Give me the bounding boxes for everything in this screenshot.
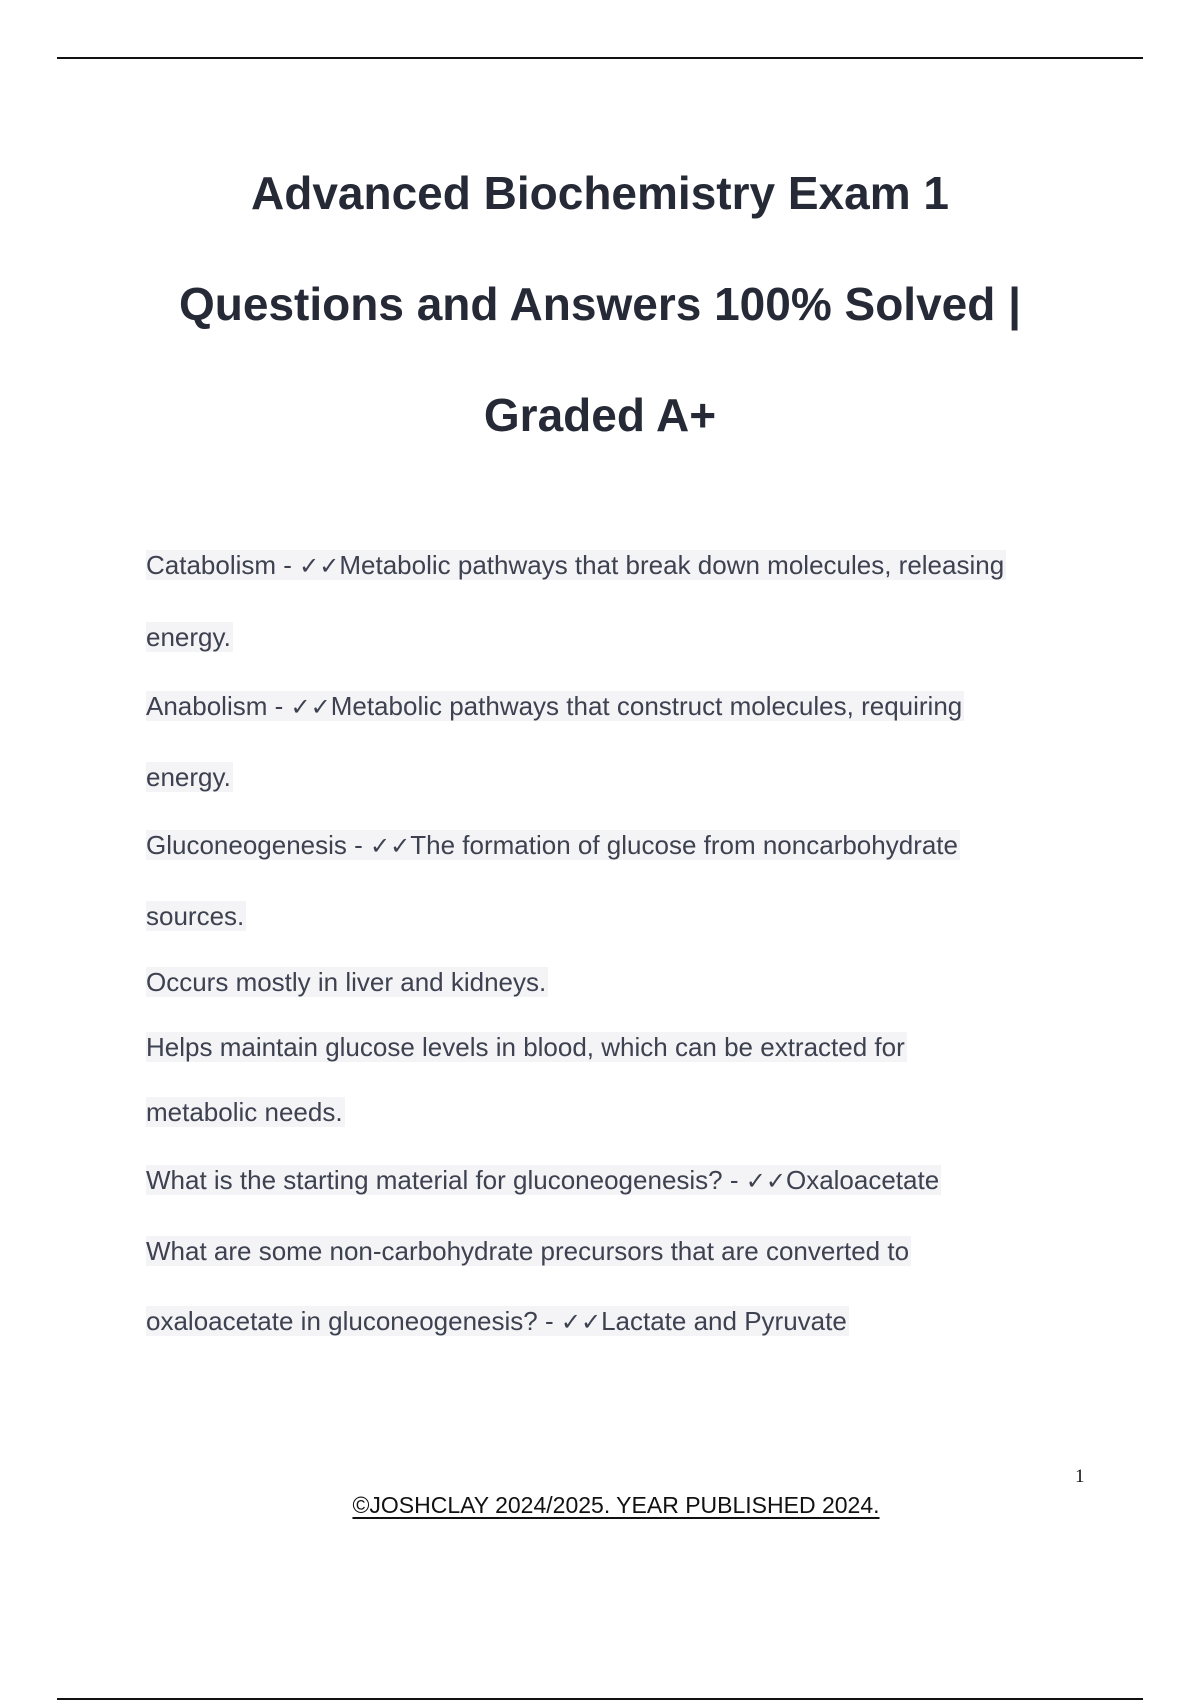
qa-text: Helps maintain glucose levels in blood, which can be extracted for <box>146 1032 905 1062</box>
qa-line <box>146 826 960 865</box>
qa-term: oxaloacetate in gluconeogenesis? - <box>146 1306 561 1336</box>
check-icon: ✓✓ <box>560 1308 602 1336</box>
qa-text: What are some non-carbohydrate precursors that are converted to <box>146 1236 910 1266</box>
qa-term: Gluconeogenesis - <box>146 830 371 860</box>
qa-text: energy. <box>146 762 231 792</box>
qa-answer: Lactate and Pyruvate <box>601 1306 847 1336</box>
check-icon: ✓✓ <box>370 832 411 860</box>
qa-line <box>146 618 233 656</box>
check-icon: ✓✓ <box>745 1167 786 1195</box>
qa-answer: Metabolic pathways that construct molecules, requiring <box>330 691 963 721</box>
footer-copyright <box>0 1492 1200 1519</box>
qa-answer: Oxaloacetate <box>785 1165 940 1195</box>
qa-text: sources. <box>146 901 245 931</box>
title-line: Graded A+ <box>483 389 717 441</box>
qa-term: Catabolism - <box>146 550 300 580</box>
qa-answer: Metabolic pathways that break down molecules, releasing <box>339 550 1005 580</box>
qa-text: metabolic needs. <box>146 1097 343 1127</box>
top-rule <box>57 57 1143 59</box>
qa-line <box>146 897 246 935</box>
qa-line <box>146 758 233 796</box>
qa-line <box>146 1093 345 1131</box>
qa-text: Occurs mostly in liver and kidneys. <box>146 967 547 997</box>
qa-text: energy. <box>146 622 231 652</box>
title-line: Advanced Biochemistry Exam 1 <box>251 167 949 219</box>
qa-line <box>146 1028 907 1066</box>
check-icon: ✓✓ <box>290 693 331 721</box>
footer-text: ©JOSHCLAY 2024/2025. YEAR PUBLISHED 2024. <box>352 1492 880 1518</box>
qa-line <box>146 1232 911 1270</box>
qa-line <box>146 546 1006 585</box>
title-line: Questions and Answers 100% Solved | <box>179 278 1021 330</box>
check-icon: ✓✓ <box>299 552 340 580</box>
qa-line <box>146 963 548 1001</box>
qa-line <box>146 1161 941 1200</box>
qa-line <box>146 687 964 726</box>
qa-line <box>146 1302 849 1341</box>
qa-term: What is the starting material for gluconeogenesis? - <box>146 1165 746 1195</box>
page-number: 1 <box>1075 1466 1085 1487</box>
document-title <box>100 138 1100 471</box>
qa-answer: The formation of glucose from noncarbohydrate <box>410 830 958 860</box>
qa-term: Anabolism - <box>146 691 291 721</box>
